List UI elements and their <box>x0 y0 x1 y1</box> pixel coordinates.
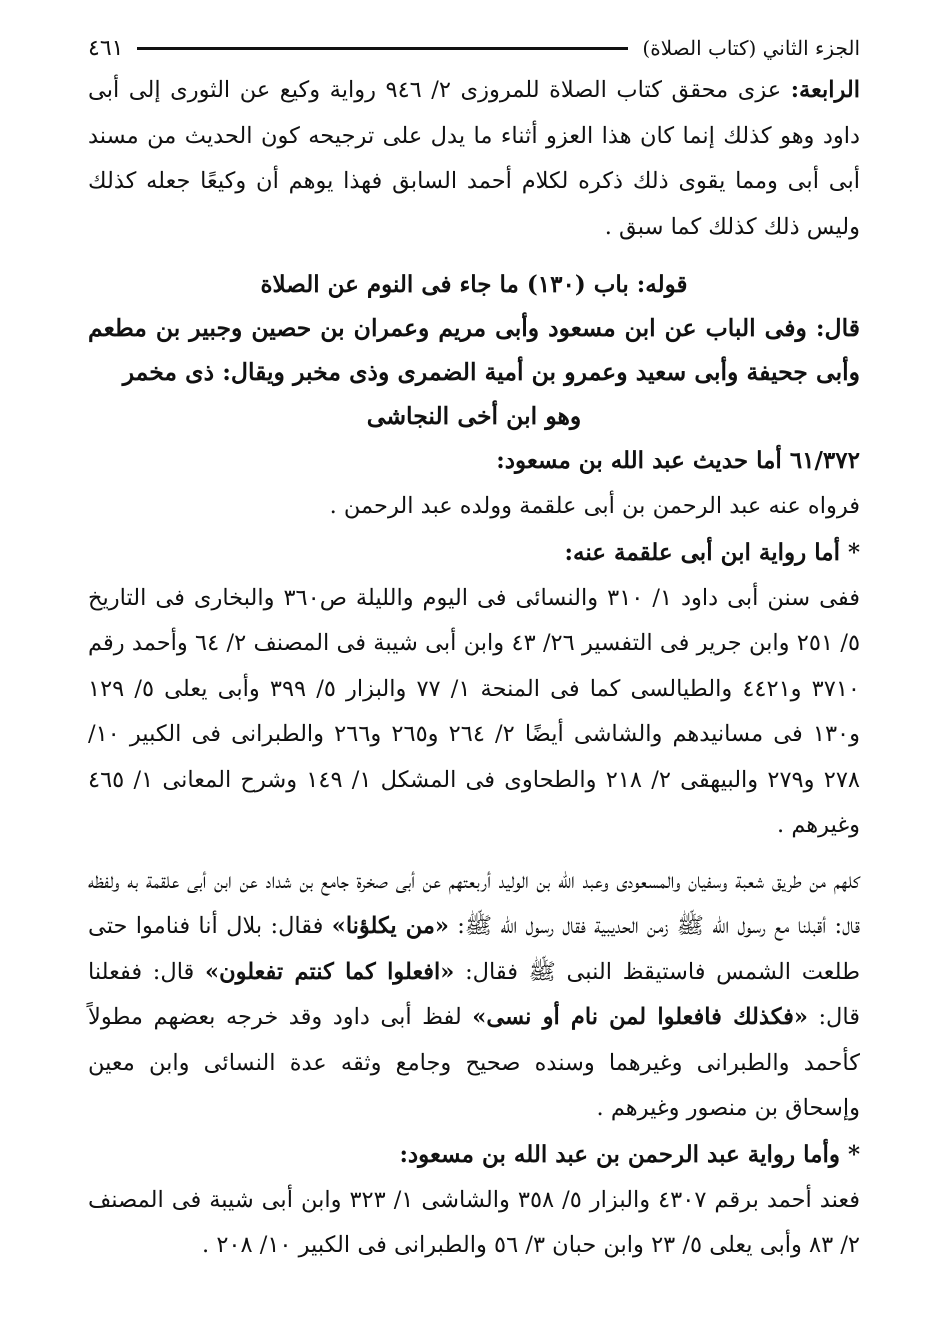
paragraph-kulluhum <box>88 859 860 1132</box>
qal-last-line: وهو ابن أخى النجاشى <box>366 402 582 430</box>
kulluhum-text-3: قال: ففعلنا قال: <box>88 958 861 1030</box>
subheading-abd-al-rahman: * وأما رواية عبد الرحمن بن عبد الله بن مسعود: <box>399 1140 860 1168</box>
header-rule <box>137 47 628 50</box>
running-title: الجزء الثاني (كتاب الصلاة) <box>642 36 860 60</box>
qal-paragraph <box>88 306 860 438</box>
page-number: ٤٦١ <box>88 35 124 61</box>
kulluhum-text-2: فقال: بلال أنا فناموا حتى طلعت الشمس فاستيقظ النبى ﷺ فقال: <box>88 913 860 985</box>
spacer <box>88 849 860 859</box>
running-header <box>88 28 860 68</box>
hadith-intro: فرواه عنه عبد الرحمن بن أبى علقمة وولده عبد الرحمن . <box>329 493 860 519</box>
hadith-heading: ٦١/٣٧٢ أما حديث عبد الله بن مسعود: <box>496 447 860 474</box>
quote-1: «من يكلؤنا» <box>331 913 449 939</box>
bab-title: قوله: باب (١٣٠) ما جاء فى النوم عن الصلاة <box>260 271 688 298</box>
rabia-text: عزى محقق كتاب الصلاة للمروزى ٢/ ٩٤٦ رواية وكيع عن الثورى إلى أبى داود وهو كذلك إنما كان هذا العزو أثناء ما يدل على ترجيحه كون الحديث من مسند أبى أبى ومما يقوى ذلك ذكره لكلام أحمد السابق فهذا يوهم أن وكيعًا جعله كذلك وليس ذلك كذلك كما سبق . <box>88 77 860 240</box>
book-page <box>88 28 860 1328</box>
quote-2: «افعلوا كما كنتم تفعلون» <box>205 958 455 985</box>
kulluhum-text-1: كلهم من طريق شعبة وسفيان والمسعودى وعبد الله بن الوليد أربعتهم عن أبى صخرة جامع بن شداد عن ابن أبى علقمة به ولفظه قال: أقبلنا مع رسول الله ﷺ زمن الحديبية فقال رسول الله ﷺ: <box>88 867 861 939</box>
qal-text: قال: وفى الباب عن ابن مسعود وأبى مريم وعمران بن حصين وجبير بن مطعم وأبى جحيفة وأبى سعيد وعمرو بن أمية الضمرى وذى مخبر ويقال: ذى مخمر <box>88 314 860 386</box>
quote-3: «فكذلك فافعلوا لمن نام أو نسى» <box>472 1004 808 1030</box>
kulluhum-text-4: لفظ أبى داود وقد خرجه بعضهم مطولاً كأحمد والطبرانى وغيرهما وسنده صحيح وجامع وثقه عدة النسائى وابن معين وإسحاق بن منصور وغيرهم . <box>88 1004 860 1121</box>
rabia-label: الرابعة: <box>790 77 860 103</box>
paragraph-rabia <box>88 68 860 250</box>
takhrij-paragraph-2: فعند أحمد برقم ٤٣٠٧ والبزار ٥/ ٣٥٨ والشاشى ١/ ٣٢٣ وابن أبى شيبة فى المصنف ٢/ ٨٣ وأبى يعلى ٥/ ٢٣ وابن حبان ٣/ ٥٦ والطبرانى فى الكبير ١٠/ ٢٠٨ . <box>88 1186 861 1258</box>
subheading-ibn-abi-alqama: * أما رواية ابن أبى علقمة عنه: <box>564 538 860 566</box>
takhrij-paragraph-1: ففى سنن أبى داود ١/ ٣١٠ والنسائى فى اليوم والليلة ص٣٦٠ والبخارى فى التاريخ ٥/ ٢٥١ وابن جرير فى التفسير ٢٦/ ٤٣ وابن أبى شيبة فى المصنف ٢/ ٦٤ وأحمد رقم ٣٧١٠ و٤٤٢١ والطيالسى كما فى المنحة ١/ ٧٧ والبزار ٥/ ٣٩٩ وأبى يعلى ٥/ ١٢٩ و١٣٠ فى مسانيدهم والشاشى أيضًا ٢/ ٢٦٤ و٢٦٥ و٢٦٦ والطبرانى فى الكبير ١٠/ ٢٧٨ و٢٧٩ والبيهقى ٢/ ٢١٨ والطحاوى فى المشكل ١/ ١٤٩ وشرح المعانى ١/ ٤٦٥ وغيرهم . <box>88 584 861 838</box>
